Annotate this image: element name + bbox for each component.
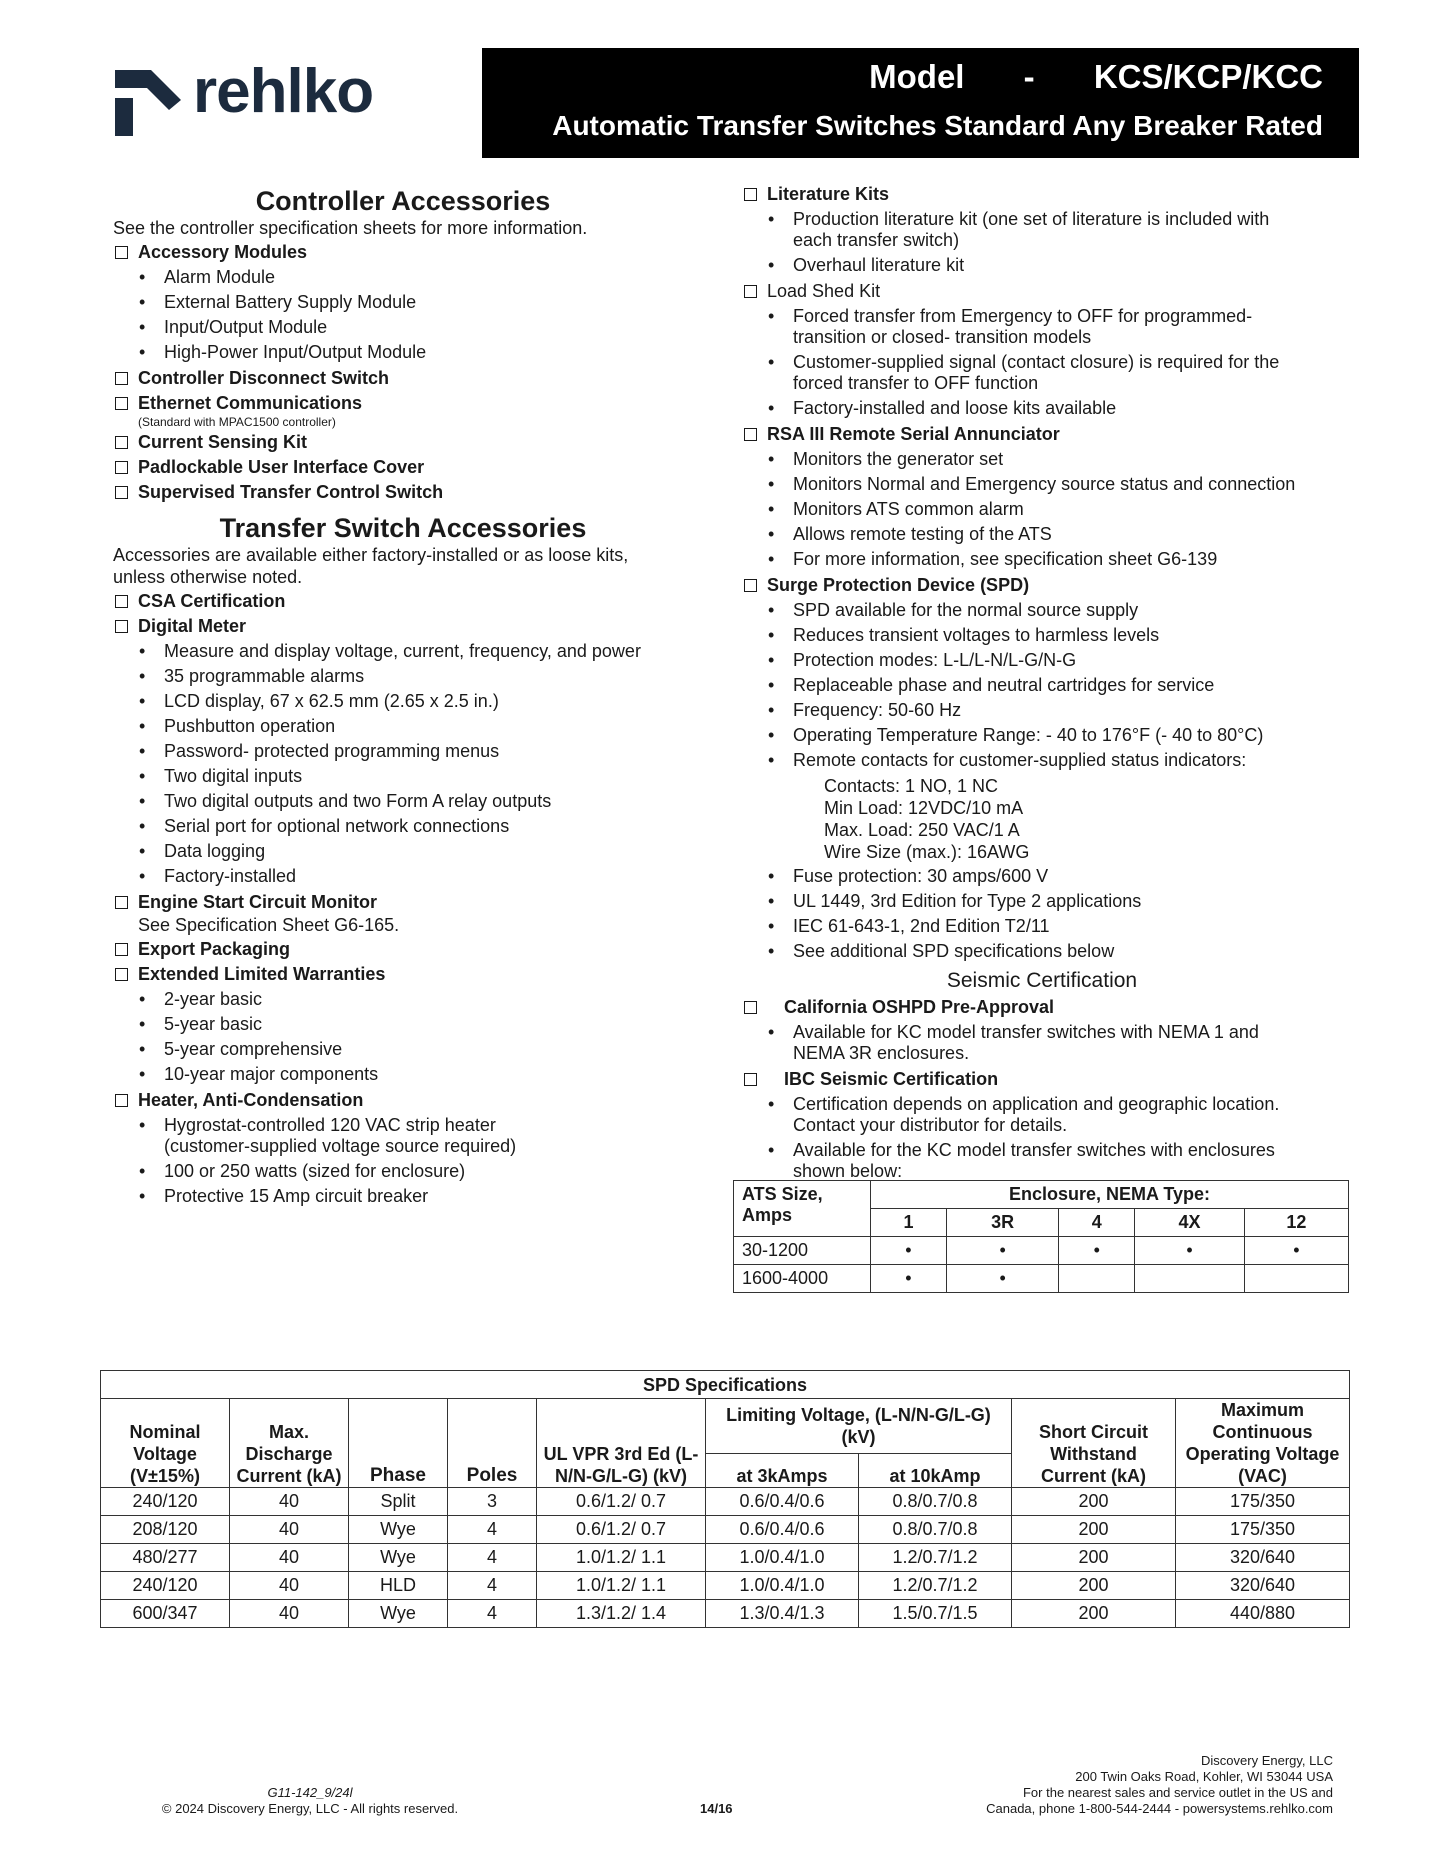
- warranty-bullet: • 5-year basic: [113, 1014, 693, 1035]
- rsa-item: RSA III Remote Serial Annunciator: [742, 423, 1342, 446]
- engine-start-item: Engine Start Circuit Monitor: [113, 891, 693, 914]
- enclosure-table: [733, 1180, 1349, 1293]
- spd-cell: 40: [230, 1572, 349, 1600]
- spd-cell: 1.3/0.4/1.3: [706, 1600, 859, 1628]
- col-phase: Phase: [349, 1399, 448, 1488]
- engine-start-note: See Specification Sheet G6-165.: [138, 915, 400, 935]
- heater-bullet: • Hygrostat-controlled 120 VAC strip heater (customer-supplied voltage source required): [113, 1115, 563, 1157]
- ethernet-note: (Standard with MPAC1500 controller): [138, 415, 336, 429]
- spd-cell: 0.6/1.2/ 0.7: [537, 1488, 706, 1516]
- col-mcov: Maximum Continuous Operating Voltage (VAC): [1176, 1399, 1350, 1488]
- spd-cell: 40: [230, 1516, 349, 1544]
- spd-cell: 200: [1012, 1488, 1176, 1516]
- ibc-list: [742, 1094, 1322, 1182]
- availability-mark: [1244, 1265, 1348, 1293]
- availability-mark: [1059, 1265, 1135, 1293]
- spd-cell: HLD: [349, 1572, 448, 1600]
- spd-table-title: SPD Specifications: [101, 1371, 1350, 1399]
- rsa-bullet: • Allows remote testing of the ATS: [742, 524, 1342, 545]
- supervised-item: Supervised Transfer Control Switch: [113, 481, 693, 504]
- rsa-list: [742, 449, 1342, 570]
- spd-bullet: • SPD available for the normal source supply: [742, 600, 1342, 621]
- header-banner: [482, 48, 1359, 158]
- rsa-bullet: • Monitors the generator set: [742, 449, 1342, 470]
- left-column: [113, 185, 693, 1211]
- literature-bullet: • Production literature kit (one set of literature is included with each transfer switch): [742, 209, 1302, 251]
- digital-meter-bullet: • Two digital inputs: [113, 766, 693, 787]
- spd-row: [101, 1516, 1350, 1544]
- availability-mark: •: [871, 1265, 947, 1293]
- spd-bullet: • IEC 61-643-1, 2nd Edition T2/11: [742, 916, 1342, 937]
- spd-cell: 320/640: [1176, 1544, 1350, 1572]
- spd-cell: 40: [230, 1544, 349, 1572]
- spd-bullet: • Frequency: 50-60 Hz: [742, 700, 1342, 721]
- availability-mark: •: [946, 1237, 1058, 1265]
- col-ul-vpr: UL VPR 3rd Ed (L-N/N-G/L-G) (kV): [537, 1399, 706, 1488]
- model-subtitle: Automatic Transfer Switches Standard Any Breaker Rated: [552, 110, 1323, 141]
- spd-cell: Wye: [349, 1600, 448, 1628]
- heater-bullet: • Protective 15 Amp circuit breaker: [113, 1186, 563, 1207]
- spd-cell: 3: [448, 1488, 537, 1516]
- heater-item: Heater, Anti-Condensation: [113, 1089, 693, 1112]
- spd-row: [101, 1488, 1350, 1516]
- availability-mark: •: [1244, 1237, 1348, 1265]
- spd-bullet: • Reduces transient voltages to harmless levels: [742, 625, 1342, 646]
- right-column: [742, 181, 1342, 1186]
- ibc-bullet: • Available for the KC model transfer switches with enclosures shown below:: [742, 1140, 1322, 1182]
- enclosure-row: [734, 1265, 1349, 1293]
- spd-row: [101, 1572, 1350, 1600]
- spd-rows: [101, 1488, 1350, 1628]
- spd-cell: 200: [1012, 1572, 1176, 1600]
- load-shed-bullet: • Factory-installed and loose kits available: [742, 398, 1322, 419]
- spd-cell: 200: [1012, 1600, 1176, 1628]
- spd-table: [100, 1370, 1350, 1628]
- col-10kamp: at 10kAmp: [858, 1453, 1011, 1487]
- spd-cell: 40: [230, 1488, 349, 1516]
- spd-table-wrap: [100, 1370, 1350, 1628]
- nema-type-header: 12: [1244, 1209, 1348, 1237]
- accessory-module-bullet: • Alarm Module: [113, 267, 693, 288]
- spd-cell: 0.6/1.2/ 0.7: [537, 1516, 706, 1544]
- spd-cell: 1.2/0.7/1.2: [858, 1572, 1011, 1600]
- availability-mark: [1135, 1265, 1245, 1293]
- enclosure-table-wrap: [733, 1180, 1349, 1293]
- spd-row: [101, 1544, 1350, 1572]
- nema-type-header: 3R: [946, 1209, 1058, 1237]
- heater-bullet: • 100 or 250 watts (sized for enclosure): [113, 1161, 563, 1182]
- spd-cell: 440/880: [1176, 1600, 1350, 1628]
- literature-item: Literature Kits: [742, 183, 1342, 206]
- spd-cell: 208/120: [101, 1516, 230, 1544]
- heater-list: [113, 1115, 563, 1207]
- disconnect-switch-item: Controller Disconnect Switch: [113, 367, 693, 390]
- spd-cell: 480/277: [101, 1544, 230, 1572]
- availability-mark: •: [871, 1237, 947, 1265]
- contact-spec-line: Wire Size (max.): 16AWG: [824, 842, 1030, 862]
- digital-meter-bullet: • Serial port for optional network connections: [113, 816, 693, 837]
- digital-meter-bullet: • Factory-installed: [113, 866, 693, 887]
- spd-cell: 4: [448, 1600, 537, 1628]
- csa-item: CSA Certification: [113, 590, 693, 613]
- spd-cell: 40: [230, 1600, 349, 1628]
- load-shed-item: Load Shed Kit: [742, 280, 1342, 303]
- warranty-list: [113, 989, 693, 1085]
- ibc-item: IBC Seismic Certification: [742, 1068, 1342, 1091]
- nema-type-header: 4: [1059, 1209, 1135, 1237]
- spd-cell: 1.0/0.4/1.0: [706, 1572, 859, 1600]
- spd-cell: Wye: [349, 1516, 448, 1544]
- brand-logo: [113, 57, 403, 142]
- nema-type-header: 4X: [1135, 1209, 1245, 1237]
- model-title: Model - KCS/KCP/KCC: [869, 58, 1323, 95]
- contact-spec-line: Contacts: 1 NO, 1 NC: [824, 776, 999, 796]
- digital-meter-bullet: • Pushbutton operation: [113, 716, 693, 737]
- load-shed-bullet: • Forced transfer from Emergency to OFF for programmed-transition or closed- transition models: [742, 306, 1322, 348]
- spd-bullet: • UL 1449, 3rd Edition for Type 2 applications: [742, 891, 1342, 912]
- col-nominal-voltage: Nominal Voltage (V±15%): [101, 1399, 230, 1488]
- footer-right: Discovery Energy, LLC 200 Twin Oaks Road, Kohler, WI 53044 USA For the nearest sales and service outlet in the US and Canada, phone 1-800-544-2444 - powersystems.rehlko.com: [986, 1753, 1333, 1816]
- spd-bullet: • See additional SPD specifications below: [742, 941, 1342, 962]
- warranty-bullet: • 10-year major components: [113, 1064, 693, 1085]
- digital-meter-bullet: • Two digital outputs and two Form A relay outputs: [113, 791, 693, 812]
- load-shed-list: [742, 306, 1322, 419]
- spd-row: [101, 1600, 1350, 1628]
- rsa-bullet: • Monitors Normal and Emergency source status and connection: [742, 474, 1342, 495]
- literature-bullet: • Overhaul literature kit: [742, 255, 1302, 276]
- spd-cell: 240/120: [101, 1488, 230, 1516]
- ats-size-header: ATS Size, Amps: [734, 1181, 871, 1237]
- copyright: © 2024 Discovery Energy, LLC - All rights reserved.: [161, 1801, 459, 1816]
- spd-cell: 4: [448, 1516, 537, 1544]
- spd-cell: 175/350: [1176, 1488, 1350, 1516]
- accessory-modules-item: Accessory Modules: [113, 241, 693, 264]
- warranty-bullet: • 5-year comprehensive: [113, 1039, 693, 1060]
- spd-feature-list-2: [742, 866, 1342, 962]
- spd-cell: 4: [448, 1572, 537, 1600]
- spd-item: Surge Protection Device (SPD): [742, 574, 1342, 597]
- export-item: Export Packaging: [113, 938, 693, 961]
- spd-cell: 175/350: [1176, 1516, 1350, 1544]
- accessory-module-bullet: • Input/Output Module: [113, 317, 693, 338]
- spd-bullet: • Fuse protection: 30 amps/600 V: [742, 866, 1342, 887]
- enclosure-rows: [734, 1237, 1349, 1293]
- availability-mark: •: [1135, 1237, 1245, 1265]
- col-short-circuit: Short Circuit Withstand Current (kA): [1012, 1399, 1176, 1488]
- spd-cell: 0.8/0.7/0.8: [858, 1488, 1011, 1516]
- spd-cell: Split: [349, 1488, 448, 1516]
- current-sensing-item: Current Sensing Kit: [113, 431, 693, 454]
- rsa-bullet: • Monitors ATS common alarm: [742, 499, 1342, 520]
- transfer-intro: Accessories are available either factory-installed or as loose kits, unless otherwise noted.: [113, 545, 629, 587]
- spd-cell: Wye: [349, 1544, 448, 1572]
- spd-bullet: • Replaceable phase and neutral cartridges for service: [742, 675, 1342, 696]
- footer-contact: Canada, phone 1-800-544-2444 - powersystems.rehlko.com: [986, 1801, 1333, 1816]
- spd-bullet: • Operating Temperature Range: - 40 to 176°F (- 40 to 80°C): [742, 725, 1342, 746]
- spd-cell: 600/347: [101, 1600, 230, 1628]
- availability-mark: •: [946, 1265, 1058, 1293]
- oshpd-list: [742, 1022, 1302, 1064]
- seismic-heading: Seismic Certification: [946, 969, 1138, 992]
- digital-meter-bullet: • Data logging: [113, 841, 693, 862]
- ibc-bullet: • Certification depends on application and geographic location. Contact your distributor for details.: [742, 1094, 1322, 1136]
- col-discharge-current: Max. Discharge Current (kA): [230, 1399, 349, 1488]
- col-limiting-voltage: Limiting Voltage, (L-N/N-G/L-G) (kV): [706, 1399, 1012, 1454]
- spd-cell: 1.3/1.2/ 1.4: [537, 1600, 706, 1628]
- availability-mark: •: [1059, 1237, 1135, 1265]
- spd-cell: 0.6/0.4/0.6: [706, 1516, 859, 1544]
- page-number: 14/16: [700, 1801, 733, 1816]
- controller-intro: See the controller specification sheets for more information.: [113, 218, 588, 238]
- spd-cell: 240/120: [101, 1572, 230, 1600]
- spd-bullet: • Protection modes: L-L/L-N/L-G/N-G: [742, 650, 1342, 671]
- spd-cell: 1.0/1.2/ 1.1: [537, 1572, 706, 1600]
- spd-cell: 320/640: [1176, 1572, 1350, 1600]
- load-shed-bullet: • Customer-supplied signal (contact closure) is required for the forced transfer to OFF function: [742, 352, 1322, 394]
- enclosure-row: [734, 1237, 1349, 1265]
- spd-cell: 0.8/0.7/0.8: [858, 1516, 1011, 1544]
- accessory-module-bullet: • External Battery Supply Module: [113, 292, 693, 313]
- spd-feature-list: [742, 600, 1342, 771]
- brand-name: rehlko: [193, 57, 374, 126]
- spd-cell: 1.0/0.4/1.0: [706, 1544, 859, 1572]
- remote-contacts: [742, 775, 1342, 863]
- warranties-item: Extended Limited Warranties: [113, 963, 693, 986]
- digital-meter-list: [113, 641, 693, 887]
- doc-id: G11-142_9/24l: [267, 1785, 353, 1800]
- transfer-accessories-heading: Transfer Switch Accessories: [219, 513, 587, 543]
- nema-type-header: 1: [871, 1209, 947, 1237]
- rsa-bullet: • For more information, see specification sheet G6-139: [742, 549, 1342, 570]
- digital-meter-bullet: • Password- protected programming menus: [113, 741, 693, 762]
- spd-cell: 4: [448, 1544, 537, 1572]
- accessory-module-bullet: • High-Power Input/Output Module: [113, 342, 693, 363]
- literature-list: [742, 209, 1302, 276]
- ats-size-cell: 1600-4000: [734, 1265, 871, 1293]
- digital-meter-item: Digital Meter: [113, 615, 693, 638]
- digital-meter-bullet: • 35 programmable alarms: [113, 666, 693, 687]
- spd-cell: 200: [1012, 1516, 1176, 1544]
- spd-cell: 0.6/0.4/0.6: [706, 1488, 859, 1516]
- ethernet-item: Ethernet Communications: [113, 392, 693, 415]
- digital-meter-bullet: • Measure and display voltage, current, frequency, and power: [113, 641, 693, 662]
- spd-cell: 1.0/1.2/ 1.1: [537, 1544, 706, 1572]
- enclosure-type-header: Enclosure, NEMA Type:: [871, 1181, 1349, 1209]
- oshpd-bullet: • Available for KC model transfer switches with NEMA 1 and NEMA 3R enclosures.: [742, 1022, 1302, 1064]
- spd-cell: 1.5/0.7/1.5: [858, 1600, 1011, 1628]
- warranty-bullet: • 2-year basic: [113, 989, 693, 1010]
- controller-accessories-heading: Controller Accessories: [255, 186, 551, 216]
- contact-spec-line: Max. Load: 250 VAC/1 A: [824, 820, 1020, 840]
- spd-cell: 1.2/0.7/1.2: [858, 1544, 1011, 1572]
- padlock-item: Padlockable User Interface Cover: [113, 456, 693, 479]
- oshpd-item: California OSHPD Pre-Approval: [742, 996, 1342, 1019]
- digital-meter-bullet: • LCD display, 67 x 62.5 mm (2.65 x 2.5 in.): [113, 691, 693, 712]
- col-poles: Poles: [448, 1399, 537, 1488]
- rehlko-arrow-icon: [113, 64, 183, 140]
- col-3kamps: at 3kAmps: [706, 1453, 859, 1487]
- ats-size-cell: 30-1200: [734, 1237, 871, 1265]
- accessory-modules-list: [113, 267, 693, 363]
- contact-spec-line: Min Load: 12VDC/10 mA: [824, 798, 1024, 818]
- spd-bullet: • Remote contacts for customer-supplied status indicators:: [742, 750, 1342, 771]
- footer-left: [130, 1785, 490, 1817]
- spd-cell: 200: [1012, 1544, 1176, 1572]
